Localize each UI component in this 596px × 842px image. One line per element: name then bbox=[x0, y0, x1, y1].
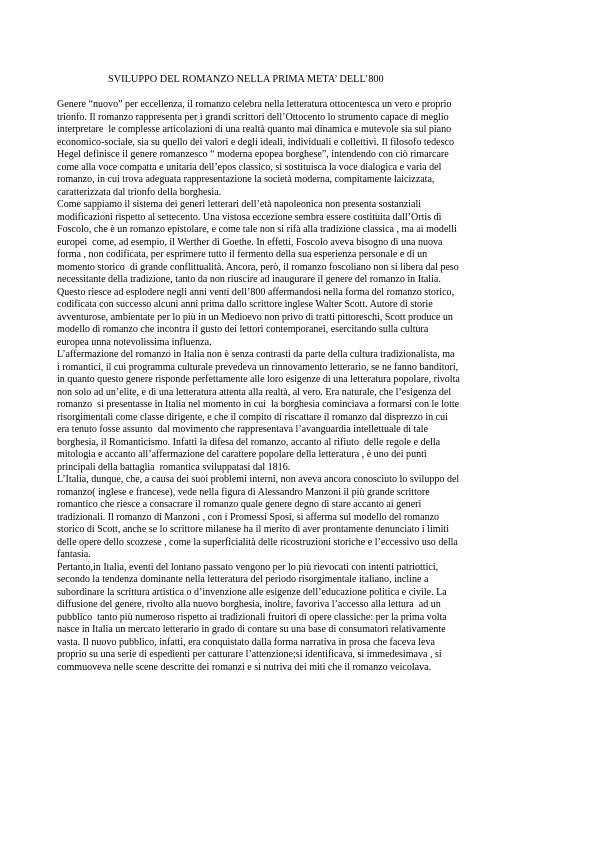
text-line: vasta. Il nuovo pubblico, infatti, era conquistato dalla forma narrativa in prosa che faceva leva bbox=[57, 636, 436, 648]
text-line: L’affermazione del romanzo in Italia non è senza contrasti da parte della cultura tradizionalista, ma bbox=[57, 349, 455, 360]
text-line: forma , non codificata, per esprimere tutto il fermento della sua esperienza personale e di un bbox=[57, 249, 428, 260]
text-line: europei come, ad esempio, il Werther di Goethe. In effetti, Foscolo aveva bisogno di una nuova bbox=[57, 236, 443, 248]
text-line: romanzo, in cui trova adeguata rappresentazione la società moderna, compitamente laicizzata, bbox=[57, 174, 435, 185]
text-line: interpretare le complesse articolazioni di una realtà quanto mai dinamica e mutevole sia sul piano bbox=[57, 124, 452, 135]
text-line: come alla voce compatta e unitaria dell’epos classico, si sostituisca la voce dialogica e varia del bbox=[57, 161, 442, 173]
text-line: economico-sociale, sia su quello dei valori e degli ideali, individuali e collettivi. Il filosofo tedesco bbox=[57, 136, 455, 148]
text-line: principali della battaglia romantica sviluppatasi dal 1816. bbox=[57, 461, 291, 473]
text-line: nasce in Italia un mercato letterario in grado di contare su una base di consumatori relativamente bbox=[57, 624, 446, 635]
text-line: trionfo. Il romanzo rappresenta per i grandi scrittori dell’Ottocento lo strumento capace di meglio bbox=[57, 111, 449, 123]
text-line: non solo ad un’elite, e di una letteratura attenta alla realtà, al vero. Era naturale, che l’esigenza del bbox=[57, 386, 452, 398]
document-title: SVILUPPO DEL ROMANZO NELLA PRIMA META’ DELL’800 bbox=[108, 74, 384, 85]
text-line: codificata con successo alcuni anni prima dallo scrittore inglese Walter Scott. Autore di storie bbox=[57, 299, 433, 310]
text-line: necessitante della tradizione, tanto da non riuscire ad inaugurare il genere del romanzo in Italia. bbox=[57, 274, 441, 285]
text-line: modello di romanzo che incontra il gusto dei lettori contemporanei, esercitando sulla cultura bbox=[57, 324, 429, 335]
text-line: momento storico di grande conflittualità. Ancora, però, il romanzo foscoliano non si libera dal peso bbox=[57, 261, 459, 273]
text-line: diffusione del genere, rivolto alla nuovo borghesia, inoltre, favoriva l’accesso alla lettura ad un bbox=[57, 599, 441, 610]
text-line: mitologia e accanto all’affermazione del carattere popolare della letteratura , è uno dei punti bbox=[57, 449, 427, 460]
text-line: era tenuto fosse assunto dal movimento che rappresentava l’avanguardia intellettuale di tale bbox=[57, 424, 429, 435]
text-line: fantasia. bbox=[57, 549, 91, 560]
text-line: secondo la tendenza dominante nella letteratura del periodo risorgimentale italiano, incline a bbox=[57, 574, 429, 585]
text-line: delle opere dello scozzese , come la superficialità delle ricostruzioni storiche e l’eccessivo uso della bbox=[57, 536, 458, 548]
text-line: pubblico tanto più numeroso rispetto ai tradizionali fruitori di opere classiche: per la prima volta bbox=[57, 611, 447, 623]
text-line: Come sappiamo il sistema dei generi letterari dell’età napoleonica non presenta sostanziali bbox=[57, 199, 422, 210]
document-body bbox=[57, 99, 543, 674]
text-line: in quanto questo genere risponde perfettamente alle loro esigenze di una letteratura popolare, rivolta bbox=[57, 374, 460, 385]
text-line: avventurose, ambientate per lo più in un Medioevo non privo di tratti pittoreschi, Scott produce un bbox=[57, 311, 453, 323]
text-line: Questo riesce ad esplodere negli anni venti dell’800 affermandosi nella forma del romanzo storico, bbox=[57, 286, 455, 298]
text-line: i romantici, il cui programma culturale prevedeva un rinnovamento letterario, se ne fanno banditori, bbox=[57, 361, 459, 373]
text-line: europea unna notevolissima influenza. bbox=[57, 336, 212, 348]
text-line: commuoveva nelle scene descritte dei romanzi e si nutriva dei miti che il romanzo veicolava. bbox=[57, 661, 432, 673]
text-line: proprio su una serie di espedienti per catturare l’attenzione;si identificava, si immedesimava , si bbox=[57, 649, 442, 660]
text-line: romanzo si presentasse in Italia nel momento in cui la borghesia cominciava a formarsi con le lotte bbox=[57, 399, 460, 410]
text-line: Hegel definisce il genere romanzesco “ moderna epopea borghese”, intendendo con ciò rimarcare bbox=[57, 149, 449, 160]
text-line: Pertanto,in Italia, eventi del lontano passato vengono per lo più rievocati con intenti patriottici, bbox=[57, 561, 439, 573]
text-line: romantico che riesce a consacrare il romanzo quale genere degno di stare accanto ai generi bbox=[57, 499, 422, 510]
text-line: storico di Scott, anche se lo scrittore milanese ha il merito di aver prontamente denunciato i limiti bbox=[57, 524, 449, 535]
text-line: romanzo( inglese e francese), vede nella figura di Alessandro Manzoni il più grande scrittore bbox=[57, 486, 430, 498]
text-line: Genere “nuovo” per eccellenza, il romanzo celebra nella letteratura ottocentesca un vero e proprio bbox=[57, 99, 452, 110]
text-line: risorgimentali come classe dirigente, e che il compito di riscattare il romanzo dal disprezzo in cui bbox=[57, 411, 448, 423]
text-line: modificazioni rispetto al settecento. Una vistosa eccezione sembra essere costituita dall’Ortis di bbox=[57, 211, 442, 223]
text-line: subordinare la scrittura artistica o d’invenzione alle esigenze dell’educazione politica e civile. La bbox=[57, 586, 447, 598]
text-line: L’Italia, dunque, che, a causa dei suoi problemi interni, non aveva ancora conosciuto lo sviluppo del bbox=[57, 474, 460, 485]
text-line: Foscolo, che è un romanzo epistolare, e come tale non si rifà alla tradizione classica , ma ai modelli bbox=[57, 224, 457, 235]
text-line: caratterizzata dal trionfo della borghesia. bbox=[57, 186, 222, 198]
text-line: borghesia, il Romanticismo. Infatti la difesa del romanzo, accanto al rifiuto delle regole e della bbox=[57, 436, 441, 448]
text-line: tradizionali. Il romanzo di Manzoni , con i Promessi Sposi, si afferma sul modello del romanzo bbox=[57, 511, 440, 523]
